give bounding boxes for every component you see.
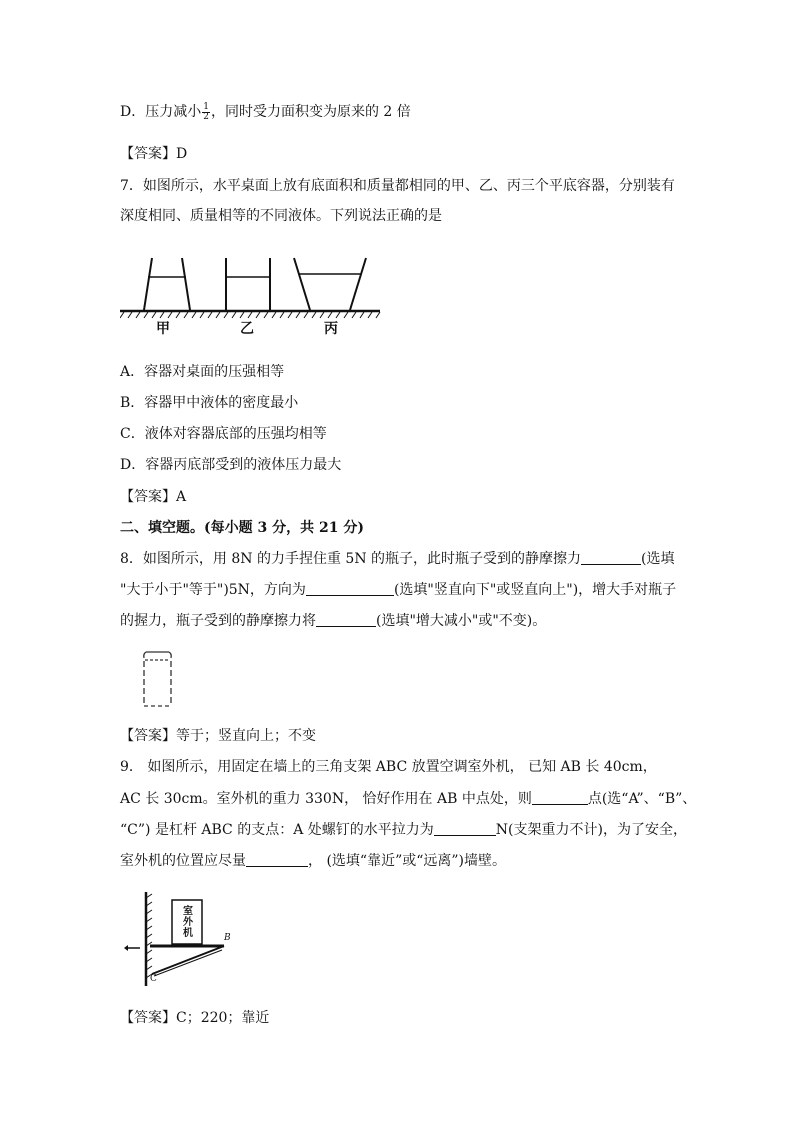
label-c: C [150,974,157,984]
q8-text-2b: (选填"竖直向下"或竖直向上")，增大手对瓶子 [393,582,677,598]
q8-text-3a: 的握力，瓶子受到的静摩擦力将 [120,613,316,629]
q9-blank-2[interactable] [434,821,496,836]
q9-line4 [120,851,506,871]
q7-containers-figure [120,252,382,342]
label-yi: 乙 [240,321,254,337]
container-bing [294,258,366,310]
q9-line2 [120,789,696,809]
q8-bottle-figure [138,648,178,710]
q9-answer: 【答案】C；220；靠近 [120,1010,270,1026]
q9-blank-3[interactable] [246,852,308,867]
q9-text-4b: ， (选填“靠近”或“远离”)墙壁。 [308,853,507,869]
q7-stem-line1: 7．如图所示，水平桌面上放有底面积和质量都相同的甲、乙、丙三个平底容器，分别装有 [120,178,675,194]
container-jia [144,258,190,310]
q7-option-c: C．液体对容器底部的压强均相等 [120,426,327,442]
q8-answer: 【答案】等于；竖直向上；不变 [120,728,316,744]
q9-blank-1[interactable] [532,790,588,805]
q8-blank-2[interactable] [306,581,394,596]
q6-option-d-pre: D．压力减小 [120,104,202,120]
q6-answer: 【答案】D [120,146,188,162]
q8-blank-3[interactable] [316,612,376,627]
fraction-denominator: 2 [203,111,209,122]
q8-text-2a: "大于小于"等于")5N，方向为 [120,582,306,598]
q7-stem-line2: 深度相同、质量相等的不同液体。下列说法正确的是 [120,208,442,224]
container-yi [226,258,270,310]
q9-text-2b: 点(选“A”、“B”、 [587,791,697,807]
q9-line3 [120,820,687,840]
q7-option-b: B．容器甲中液体的密度最小 [120,395,299,411]
label-bing: 丙 [324,321,338,337]
q8-text-1a: 8．如图所示，用 8N 的力手捏住重 5N 的瓶子，此时瓶子受到的静摩擦力 [120,551,582,567]
q7-option-d: D．容器丙底部受到的液体压力最大 [120,457,342,473]
section-title: 二、填空题。(每小题 3 分，共 21 分) [120,520,364,536]
q8-text-3b: (选填"增大减小"或"不变)。 [376,613,547,629]
label-b: B [224,933,231,943]
fraction-numerator: 1 [203,101,209,112]
q9-text-2a: AC 长 30cm。室外机的重力 330N， 恰好作用在 AB 中点处，则 [120,791,532,807]
half-fraction [202,103,210,122]
q8-text-1b: (选填 [641,551,675,567]
q9-bracket-figure [124,890,234,990]
q6-option-d [120,102,411,122]
q7-answer: 【答案】A [120,489,187,505]
q9-text-3a: “C”) 是杠杆 ABC 的支点：A 处螺钉的水平拉力为 [120,822,434,838]
q9-line1: 9． 如图所示，用固定在墙上的三角支架 ABC 放置空调室外机， 已知 AB 长 40cm， [120,759,657,775]
q7-option-a: A．容器对桌面的压强相等 [120,364,285,380]
q9-text-3b: N(支架重力不计)，为了安全， [495,822,687,838]
q9-text-4a: 室外机的位置应尽量 [120,853,246,869]
q8-blank-1[interactable] [581,550,641,565]
q8-line3 [120,611,546,631]
outdoor-unit-label: 室外机 [183,906,193,939]
q8-line1 [120,549,675,569]
q8-line2 [120,580,676,600]
label-jia: 甲 [156,321,170,337]
q6-option-d-post: ，同时受力面积变为原来的 2 倍 [210,104,411,120]
